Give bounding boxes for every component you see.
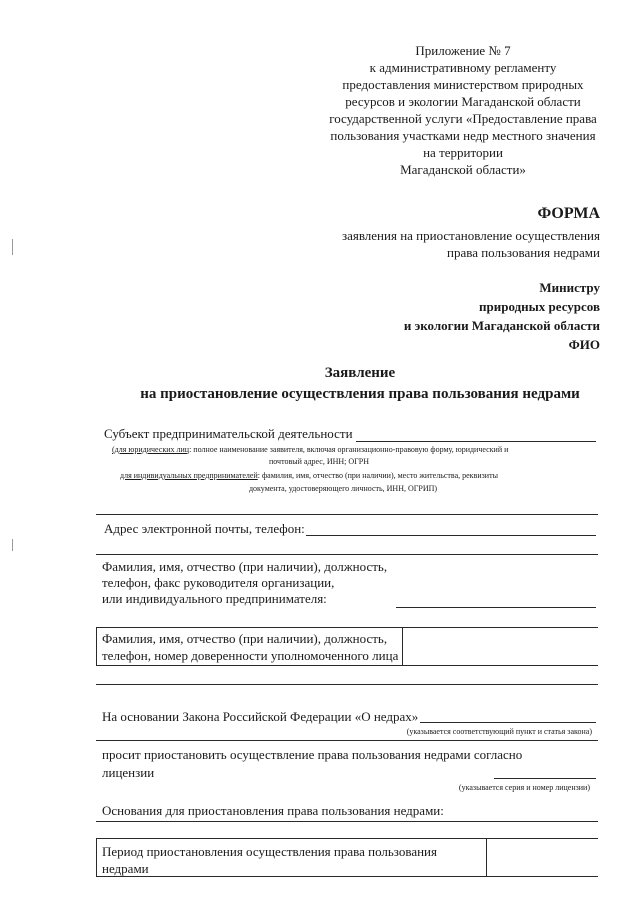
blank-line[interactable]	[96, 684, 598, 685]
appendix-line: государственной услуги «Предоставление права	[329, 111, 597, 126]
appendix-line: предоставления министерством природных	[342, 77, 584, 92]
subject-note-legal	[112, 444, 598, 456]
form-description-line: заявления на приостановление осуществления	[341, 228, 600, 243]
email-field-line-2[interactable]	[96, 554, 598, 555]
form-label: ФОРМА	[537, 205, 600, 222]
addressee-line: ФИО	[568, 337, 600, 352]
document-title: Заявление	[324, 365, 396, 381]
law-field-line-2[interactable]	[96, 740, 598, 741]
period-field[interactable]	[488, 839, 596, 875]
head-label-line: телефон, факс руководителя организации,	[102, 575, 335, 590]
form-description-line: права пользования недрами	[447, 245, 600, 260]
subject-label: Субъект предпринимательской деятельности	[104, 426, 353, 441]
addressee-block	[404, 278, 600, 354]
scan-mark	[12, 539, 13, 551]
email-label: Адрес электронной почты, телефон:	[104, 521, 305, 536]
law-field-line[interactable]	[420, 722, 596, 723]
document-subtitle: на приостановление осуществления права пользования недрами	[140, 386, 580, 402]
request-label	[102, 746, 522, 782]
license-note: (указывается серия и номер лицензии)	[458, 783, 590, 792]
appendix-line: пользования участками недр местного значения	[330, 128, 596, 143]
subject-note-ip-heading: для индивидуальных предпринимателей	[120, 471, 258, 480]
appendix-line: Приложение № 7	[415, 43, 511, 58]
subject-note-ip-2: документа, удостоверяющего личность, ИНН, ОГРИП)	[248, 484, 438, 493]
subject-field-line-2[interactable]	[96, 514, 598, 515]
grounds-label: Основания для приостановления права пользования недрами:	[102, 803, 444, 818]
form-description	[342, 227, 600, 261]
request-label-line: просит приостановить осуществление права пользования недрами согласно	[102, 747, 523, 762]
head-label-line: Фамилия, имя, отчество (при наличии), должность,	[102, 559, 388, 574]
law-label: На основании Закона Российской Федерации «О недрах»	[102, 709, 419, 724]
subject-note-legal-heading: (для юридических лиц	[112, 445, 190, 454]
rep-box-bottom	[96, 665, 598, 666]
rep-label-line: телефон, номер доверенности уполномоченного лица	[102, 648, 399, 663]
rep-label-line: Фамилия, имя, отчество (при наличии), должность,	[102, 631, 388, 646]
subject-note-legal-2: почтовый адрес, ИНН; ОГРН	[268, 457, 370, 466]
subject-note-ip-text: : фамилия, имя, отчество (при наличии), место жительства, реквизиты	[257, 471, 498, 480]
grounds-field-line[interactable]	[96, 821, 598, 822]
addressee-line: природных ресурсов	[479, 299, 600, 314]
law-note: (указывается соответствующий пункт и статья закона)	[406, 727, 592, 736]
period-label	[102, 843, 437, 877]
rep-field[interactable]	[404, 629, 596, 664]
head-field-line[interactable]	[396, 607, 596, 608]
appendix-block	[318, 42, 608, 178]
rep-label	[102, 630, 398, 664]
subject-note-legal-text: : полное наименование заявителя, включая организационно-правовую форму, юридический и	[189, 445, 509, 454]
addressee-line: Министру	[539, 280, 600, 295]
appendix-line: к административному регламенту	[369, 60, 557, 75]
email-field-line[interactable]	[306, 535, 596, 536]
head-field-line-2[interactable]	[96, 627, 598, 628]
license-field-line[interactable]	[494, 778, 596, 779]
rep-box-left	[96, 628, 97, 666]
appendix-line: на территории	[423, 145, 503, 160]
rep-box-divider	[402, 628, 403, 666]
appendix-line: ресурсов и экологии Магаданской области	[345, 94, 581, 109]
appendix-line: Магаданской области»	[400, 162, 526, 177]
period-label-line: Период приостановления осуществления права пользования	[102, 844, 437, 859]
addressee-line: и экологии Магаданской области	[403, 318, 600, 333]
period-box-left	[96, 838, 97, 877]
request-label-line: лицензии	[102, 765, 155, 780]
head-label-line: или индивидуального предпринимателя:	[102, 591, 327, 606]
subject-field-line[interactable]	[356, 441, 596, 442]
scan-mark	[12, 239, 13, 255]
subject-note-ip	[120, 470, 598, 482]
period-box-divider	[486, 838, 487, 877]
head-label	[102, 559, 387, 607]
period-label-line: недрами	[102, 861, 149, 876]
